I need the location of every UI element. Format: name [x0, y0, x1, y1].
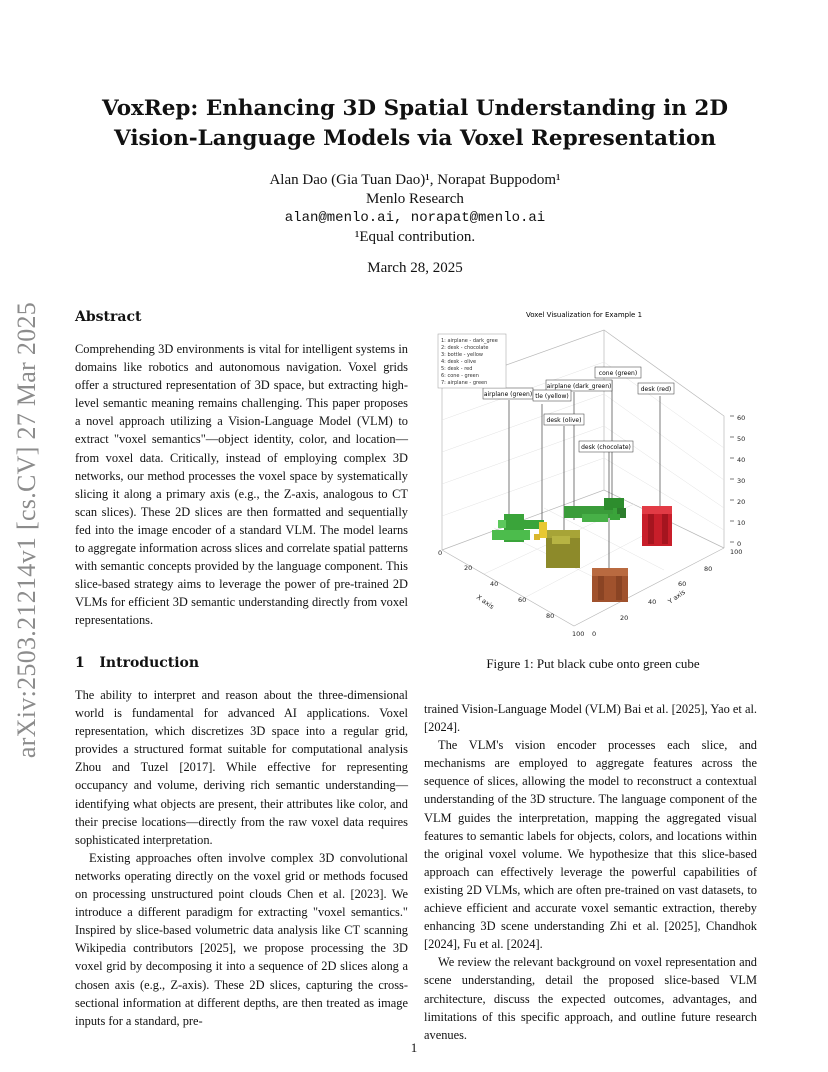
x-tick: 0 — [438, 549, 443, 557]
legend-item: 6: cone - green — [441, 373, 479, 379]
figure-caption: Figure 1: Put black cube onto green cube — [486, 656, 700, 671]
page-number: 1 — [410, 1040, 418, 1055]
paper-title-line-2: Vision-Language Models via Voxel Representation — [114, 126, 716, 151]
section-title: Introduction — [99, 655, 200, 671]
voxel-visualization-figure — [424, 308, 762, 638]
paper-title-line-1: VoxRep: Enhancing 3D Spatial Understanding in 2D — [101, 96, 728, 121]
legend-item: 7: airplane - green — [441, 380, 488, 386]
paper-date: March 28, 2025 — [367, 260, 463, 276]
x-tick: 80 — [546, 612, 555, 620]
intro-paragraph-2: Existing approaches often involve complex 3D convolutional networks operating directly on the voxel grid or methods focused on processing unstructured point clouds Chen et al. [2023]. We introduce a different paradigm for extracting "voxel semantics." Inspired by slice-based volumetric data analysis like CT scanning Wikipedia contributors [2025], we propose processing the 3D voxel grid by decomposing it into a sequence of 2D slices along a chosen axis (e.g., Z-axis). These 2D slices, capturing the cross-sectional information at different depths, are then treated as image inputs for a standard, pre- — [75, 850, 408, 1028]
desk-chocolate-voxels — [592, 568, 628, 602]
authors: Alan Dao (Gia Tuan Dao)¹, Norapat Buppodom¹ — [269, 172, 561, 188]
x-tick: 20 — [464, 564, 473, 572]
affiliation: Menlo Research — [366, 191, 464, 207]
label-desk-chocolate: desk (chocolate) — [581, 444, 631, 451]
intro-paragraph-4: We review the relevant background on voxel representation and scene understanding, detail the proposed slice-based VLM architecture, discuss the expected outcomes, advantages, and limitations of this specific approach, and outline future research avenues. — [424, 955, 757, 1042]
desk-olive-voxels — [546, 530, 580, 568]
label-desk-red: desk (red) — [640, 386, 672, 393]
y-tick: 60 — [678, 580, 687, 588]
author-emails: alan@menlo.ai, norapat@menlo.ai — [284, 210, 546, 226]
introduction-right-column — [424, 700, 757, 1044]
intro-paragraph-1: The ability to interpret and reason about the three-dimensional world is fundamental for advanced AI applications. Voxel representation, which discretizes 3D space into a regular grid, provides a structured format suitable for computational analysis Zhou and Tuzel [2017]. While effective for representing occupancy and volume, deriving rich semantic understanding—identifying what objects are present, their attributes like color, and their precise locations—directly from the raw voxel data requires sophisticated interpretation. — [75, 688, 408, 847]
object-labels — [483, 367, 674, 452]
z-tick: 60 — [737, 414, 746, 422]
section-number: 1 — [75, 655, 85, 671]
legend-item: 4: desk - olive — [441, 359, 477, 365]
z-axis-ticks — [730, 414, 745, 548]
x-tick: 60 — [518, 596, 527, 604]
z-tick: 50 — [737, 435, 746, 443]
intro-paragraph-2-continued: trained Vision-Language Model (VLM) Bai et al. [2025], Yao et al. [2024]. — [424, 702, 757, 735]
legend-item: 5: desk - red — [441, 366, 473, 372]
z-tick: 10 — [737, 519, 746, 527]
introduction-heading — [75, 655, 199, 671]
x-tick: 100 — [572, 630, 585, 638]
z-tick: 20 — [737, 498, 746, 506]
y-tick: 40 — [648, 598, 657, 606]
legend-item: 2: desk - chocolate — [441, 345, 489, 351]
equal-contribution-footnote: ¹Equal contribution. — [354, 229, 476, 245]
label-airplane-green: airplane (green) — [483, 391, 533, 398]
legend-item: 1: airplane - dark_gree — [441, 338, 498, 344]
arxiv-identifier: arXiv:2503.21214v1 [cs.CV] 27 Mar 2025 — [12, 301, 41, 759]
z-tick: 40 — [737, 456, 746, 464]
y-tick: 0 — [592, 630, 597, 638]
figure-plot-title: Voxel Visualization for Example 1 — [525, 311, 643, 319]
label-airplane-dark-green: airplane (dark_green) — [546, 383, 612, 390]
voxel-plot — [424, 308, 762, 638]
x-tick: 40 — [490, 580, 499, 588]
label-bottle-yellow: tle (yellow) — [535, 393, 569, 400]
voxel-objects — [492, 498, 672, 602]
label-cone-green: cone (green) — [598, 370, 638, 377]
z-tick: 0 — [737, 540, 742, 548]
introduction-left-column — [75, 686, 408, 1030]
label-desk-olive: desk (olive) — [546, 417, 582, 424]
x-axis-label: X axis — [474, 593, 496, 611]
y-tick: 20 — [620, 614, 629, 622]
figure-legend — [438, 334, 506, 388]
z-tick: 30 — [737, 477, 746, 485]
y-tick: 80 — [704, 565, 713, 573]
y-axis-label: Y axis — [666, 588, 687, 606]
abstract-heading: Abstract — [75, 309, 142, 325]
desk-red-voxels — [642, 506, 672, 546]
y-tick: 100 — [730, 548, 743, 556]
legend-item: 3: bottle - yellow — [441, 352, 484, 358]
intro-paragraph-3: The VLM's vision encoder processes each slice, and mechanisms are employed to aggregate features across the sequence of slices, allowing the model to reconstruct a contextual understanding of the 3D structure. The language component of the VLM guides the interpretation, mapping the aggregated visual features to semantic labels for objects, colors, and locations within the original voxel volume. We hypothesize that this slice-based approach can effectively leverage the powerful capabilities of existing 2D VLMs, which are often pre-trained on vast datasets, to achieve efficient and accurate voxel semantic extraction, thereby enhancing 3D scene understanding Zhi et al. [2025], Chandhok [2024], Fu et al. [2024]. — [424, 738, 757, 952]
abstract-text: Comprehending 3D environments is vital for intelligent systems in domains like robotics and autonomous navigation. Voxel grids offer a structured representation of 3D space, but extracting high-level semantic meaning remains challenging. This paper proposes a novel approach utilizing a Vision-Language Model (VLM) to extract "voxel semantics"—object identity, color, and location—from voxel data. Critically, instead of employing complex 3D networks, our method processes the voxel space by systematically slicing it along a primary axis (e.g., the Z-axis, analogous to CT scan slices). These 2D slices are then formatted and sequentially fed into the image encoder of a standard VLM. The model learns to aggregate information across slices and correlate spatial patterns with semantic concepts provided by the language component. This slice-based strategy aims to leverage the power of pre-trained 2D VLMs for efficient 3D semantic understanding directly from voxel representations. — [75, 342, 408, 628]
